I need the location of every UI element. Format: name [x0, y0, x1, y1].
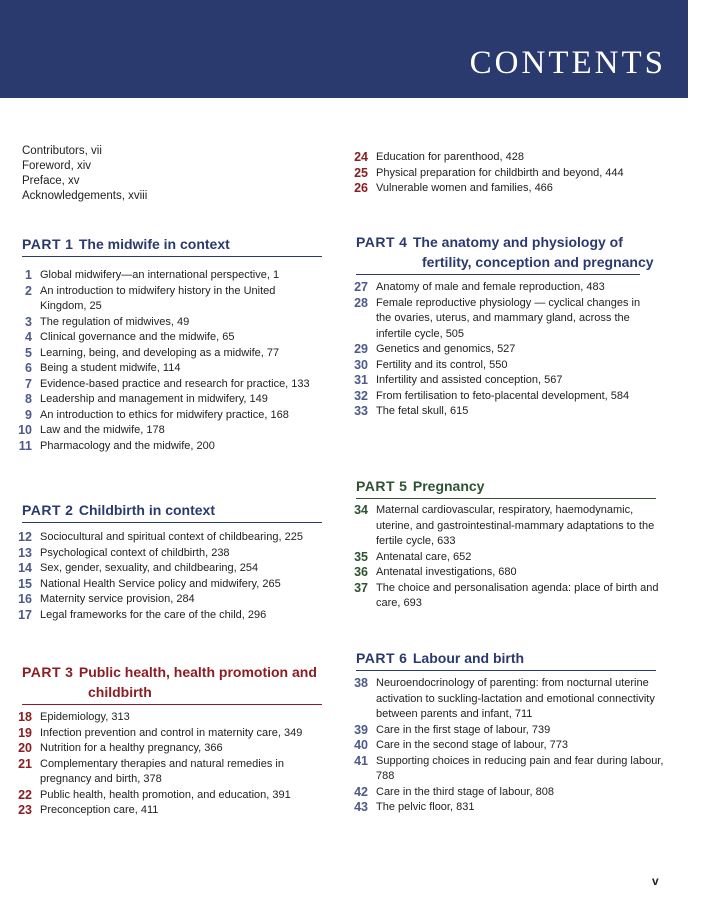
front-matter-item[interactable]: Contributors, vii: [22, 145, 102, 157]
chapter-title: Global midwifery—an international perspective, 1: [40, 269, 280, 281]
part-1-rule: [22, 256, 322, 257]
chapter-number: 30: [354, 357, 368, 372]
chapter-number: 20: [18, 741, 32, 755]
part-label: PART: [356, 478, 396, 494]
chapter-number: 24: [354, 150, 368, 164]
chapter-item[interactable]: [10, 803, 332, 819]
chapter-number: 28: [354, 295, 368, 310]
chapter-item[interactable]: [346, 358, 648, 374]
part-number: 3: [65, 664, 73, 680]
chapter-number: 40: [354, 738, 368, 752]
chapter-number: 8: [25, 392, 32, 406]
part-label: PART: [22, 664, 62, 680]
chapter-item[interactable]: [10, 592, 330, 608]
chapter-number: 35: [354, 549, 368, 564]
part-title: The midwife in context: [78, 236, 230, 252]
part-label: PART: [356, 650, 396, 666]
chapter-title: Epidemiology, 313: [40, 711, 130, 723]
chapter-item[interactable]: [10, 726, 332, 742]
chapter-title: Nutrition for a healthy pregnancy, 366: [40, 742, 223, 754]
chapter-number: 1: [25, 268, 32, 282]
chapter-item[interactable]: [346, 738, 668, 754]
contents-banner: [0, 0, 688, 98]
chapter-item[interactable]: [346, 550, 668, 566]
chapter-title: Antenatal investigations, 680: [376, 566, 517, 578]
chapter-number: 37: [354, 580, 368, 595]
part-title: The anatomy and physiology of: [412, 234, 623, 250]
part-number: 5: [399, 478, 407, 494]
chapter-number: 42: [354, 784, 368, 799]
chapter-title: Care in the first stage of labour, 739: [376, 723, 551, 736]
chapter-title: Pharmacology and the midwife, 200: [40, 439, 215, 452]
front-matter-item[interactable]: Preface, xv: [22, 175, 80, 187]
chapter-item[interactable]: [346, 676, 668, 723]
part-4-heading[interactable]: [356, 232, 623, 252]
part-title-continued: childbirth: [88, 684, 152, 700]
chapter-number: 4: [25, 330, 32, 344]
chapter-title: The regulation of midwives, 49: [40, 315, 190, 328]
chapter-item[interactable]: [346, 166, 676, 182]
chapter-item[interactable]: [10, 377, 320, 393]
chapter-item[interactable]: [10, 284, 320, 315]
chapter-number: 41: [354, 753, 368, 768]
chapter-number: 15: [18, 576, 32, 591]
part-3-chapters: [10, 710, 332, 819]
chapter-title: Care in the third stage of labour, 808: [376, 785, 554, 798]
chapter-item[interactable]: [10, 710, 332, 726]
chapter-item[interactable]: [346, 296, 648, 343]
chapter-item[interactable]: [346, 565, 668, 581]
chapter-item[interactable]: [346, 754, 668, 785]
chapter-item[interactable]: [10, 423, 320, 439]
part-number: 4: [399, 234, 407, 250]
chapter-item[interactable]: [346, 723, 668, 739]
part-2-chapters: [10, 530, 330, 623]
chapter-title: Psychological context of childbirth, 238: [40, 546, 230, 559]
chapter-item[interactable]: [10, 392, 320, 408]
part-title: Labour and birth: [412, 650, 525, 666]
part-title-continued: fertility, conception and pregnancy: [422, 254, 654, 270]
chapter-item[interactable]: [346, 181, 676, 197]
chapter-title: Clinical governance and the midwife, 65: [40, 331, 235, 343]
chapter-number: 21: [18, 756, 32, 771]
chapter-item[interactable]: [346, 150, 676, 166]
part-number: 6: [399, 650, 407, 666]
chapter-item[interactable]: [346, 373, 648, 389]
chapter-title: Female reproductive physiology — cyclical changes in the ovaries, uterus, and mammary gland, across the infertile cycle, 505: [376, 296, 641, 340]
chapter-number: 23: [18, 803, 32, 817]
part-1-chapters: [10, 268, 320, 454]
chapter-item[interactable]: [10, 315, 320, 331]
front-matter-item[interactable]: Foreword, xiv: [22, 160, 92, 172]
part-number: 2: [65, 502, 73, 518]
chapter-number: 19: [18, 725, 32, 740]
front-matter-item[interactable]: Acknowledgements, xviii: [22, 190, 148, 202]
chapter-title: The fetal skull, 615: [376, 405, 469, 417]
part-5-chapters: [346, 503, 668, 612]
chapter-title: An introduction to midwifery history in the United Kingdom, 25: [40, 284, 276, 312]
chapter-title: The choice and personalisation agenda: place of birth and care, 693: [376, 581, 659, 609]
chapter-title: Infection prevention and control in maternity care, 349: [40, 726, 303, 739]
part-number: 1: [65, 236, 73, 252]
chapter-item[interactable]: [346, 800, 668, 816]
chapter-item[interactable]: [346, 404, 648, 420]
chapter-item[interactable]: [10, 408, 320, 424]
chapter-number: 25: [354, 165, 368, 180]
chapter-item[interactable]: [346, 785, 668, 801]
chapter-title: Public health, health promotion, and education, 391: [40, 788, 291, 801]
chapter-number: 32: [354, 388, 368, 403]
chapter-item[interactable]: [10, 788, 332, 804]
chapter-number: 9: [25, 407, 32, 422]
part-5-heading[interactable]: [356, 476, 484, 496]
chapter-item[interactable]: [10, 530, 330, 546]
part-3-heading[interactable]: [22, 662, 317, 682]
chapter-item[interactable]: [10, 268, 320, 284]
chapter-title: Supporting choices in reducing pain and fear during labour, 788: [376, 754, 664, 782]
part-6-chapters: [346, 676, 668, 816]
chapter-title: Genetics and genomics, 527: [376, 343, 516, 355]
part-3-heading-line2: [88, 682, 152, 702]
chapter-title: Evidence-based practice and research for practice, 133: [40, 377, 310, 390]
chapter-number: 13: [18, 545, 32, 560]
chapter-title: Legal frameworks for the care of the child, 296: [40, 608, 267, 621]
page-title: CONTENTS: [469, 45, 666, 81]
page-number: v: [652, 874, 659, 888]
part-title: Childbirth in context: [78, 502, 215, 518]
chapter-item[interactable]: [10, 741, 332, 757]
chapter-number: 27: [354, 280, 368, 294]
chapter-number: 16: [18, 592, 32, 606]
chapter-title: From fertilisation to feto-placental development, 584: [376, 389, 630, 402]
part-label: PART: [356, 234, 396, 250]
chapter-number: 12: [18, 530, 32, 544]
chapter-number: 11: [18, 438, 32, 453]
chapter-number: 17: [18, 607, 32, 622]
chapter-number: 18: [18, 710, 32, 724]
chapter-item[interactable]: [346, 389, 648, 405]
chapter-title: Learning, being, and developing as a midwife, 77: [40, 346, 280, 359]
chapter-number: 33: [354, 404, 368, 418]
part-title: Pregnancy: [412, 478, 485, 494]
chapter-title: Maternity service provision, 284: [40, 593, 195, 605]
chapter-number: 36: [354, 565, 368, 579]
chapter-title: Sex, gender, sexuality, and childbearing, 254: [40, 562, 259, 574]
chapter-title: An introduction to ethics for midwifery practice, 168: [40, 408, 289, 421]
chapter-item[interactable]: [10, 330, 320, 346]
part-6-rule: [356, 670, 656, 671]
part-4-heading-line2: [422, 252, 654, 272]
chapter-item[interactable]: [10, 361, 320, 377]
chapter-number: 6: [25, 361, 32, 375]
chapter-title: Physical preparation for childbirth and beyond, 444: [376, 166, 624, 179]
chapter-title: Law and the midwife, 178: [40, 424, 165, 436]
chapter-item[interactable]: [10, 757, 332, 788]
chapter-title: Sociocultural and spiritual context of childbearing, 225: [40, 531, 303, 543]
chapter-title: Neuroendocrinology of parenting: from nocturnal uterine activation to suckling-lactation and emotional connectivity between parents and infant, 711: [376, 677, 655, 720]
chapter-item[interactable]: [346, 342, 648, 358]
chapter-item[interactable]: [10, 561, 330, 577]
part-3-rule: [22, 704, 322, 705]
chapter-number: 39: [354, 722, 368, 737]
chapter-number: 7: [25, 376, 32, 391]
chapter-title: Leadership and management in midwifery, 149: [40, 393, 268, 405]
chapter-item[interactable]: [10, 608, 330, 624]
chapter-title: Antenatal care, 652: [376, 550, 472, 563]
chapter-title: Maternal cardiovascular, respiratory, haemodynamic, uterine, and gastrointestinal-mammary adaptations to the fertile cycle, 633: [376, 504, 655, 547]
chapter-number: 43: [354, 800, 368, 814]
chapter-item[interactable]: [346, 581, 668, 612]
chapter-number: 2: [25, 283, 32, 298]
part-6-heading[interactable]: [356, 648, 524, 668]
chapter-number: 26: [354, 181, 368, 195]
chapter-title: The pelvic floor, 831: [376, 801, 475, 813]
chapter-title: Infertility and assisted conception, 567: [376, 374, 563, 386]
part-label: PART: [22, 502, 62, 518]
chapter-item[interactable]: [10, 439, 320, 455]
chapter-title: Being a student midwife, 114: [40, 362, 181, 374]
chapter-title: Anatomy of male and female reproduction, 483: [376, 281, 605, 293]
chapter-title: National Health Service policy and midwifery, 265: [40, 577, 281, 590]
chapter-title: Care in the second stage of labour, 773: [376, 739, 569, 751]
chapter-number: 22: [18, 787, 32, 802]
chapter-item[interactable]: [10, 577, 330, 593]
chapter-number: 3: [25, 314, 32, 329]
chapter-item[interactable]: [346, 280, 648, 296]
chapter-number: 14: [18, 561, 32, 575]
chapter-number: 29: [354, 342, 368, 356]
chapter-number: 34: [354, 503, 368, 517]
chapter-item[interactable]: [10, 546, 330, 562]
chapter-number: 38: [354, 676, 368, 690]
chapter-item[interactable]: [346, 503, 668, 550]
front-matter: [22, 144, 147, 204]
chapter-title: Complementary therapies and natural remedies in pregnancy and birth, 378: [40, 757, 284, 785]
chapter-title: Education for parenthood, 428: [376, 151, 525, 163]
part-5-rule: [356, 498, 656, 499]
part-4-rule: [356, 274, 640, 275]
chapter-title: Vulnerable women and families, 466: [376, 182, 553, 194]
chapter-number: 31: [354, 373, 368, 387]
part-1-heading[interactable]: [22, 234, 230, 254]
part-4-chapters: [346, 280, 648, 420]
chapter-title: Fertility and its control, 550: [376, 358, 508, 371]
chapter-number: 10: [18, 423, 32, 437]
chapter-title: Preconception care, 411: [40, 804, 159, 816]
part-2-rule: [22, 522, 322, 523]
chapter-number: 5: [25, 345, 32, 360]
part-title: Public health, health promotion and: [78, 664, 317, 680]
chapter-item[interactable]: [10, 346, 320, 362]
part-label: PART: [22, 236, 62, 252]
part-2-heading[interactable]: [22, 500, 215, 520]
part-3-continued-chapters: [346, 150, 676, 197]
